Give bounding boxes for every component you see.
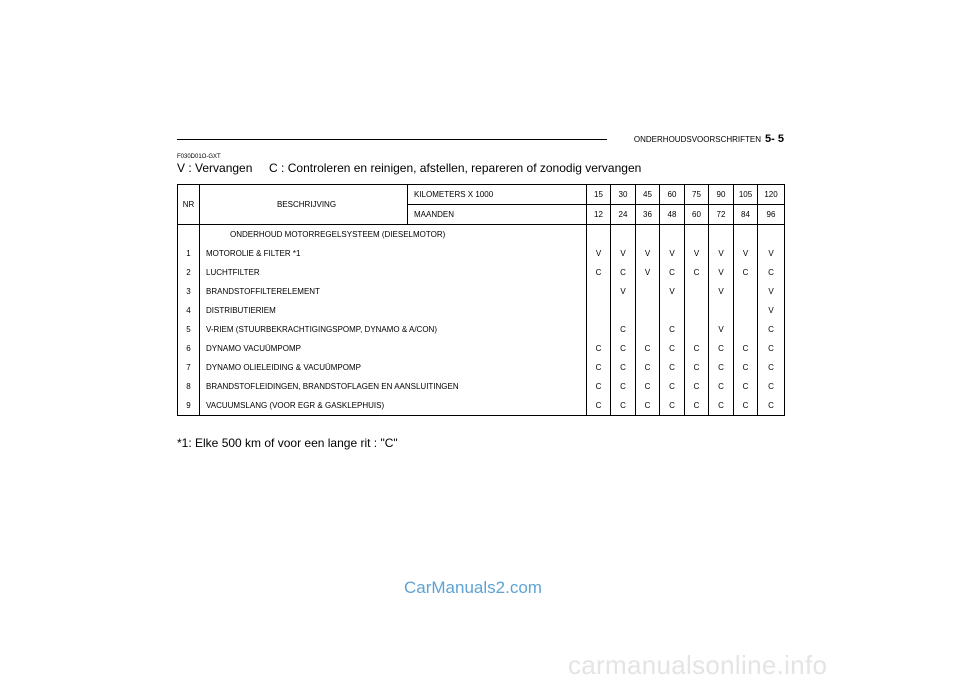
site-watermark: carmanualsonline.info — [568, 650, 828, 680]
row-number: 8 — [178, 377, 200, 396]
row-description: BRANDSTOFLEIDINGEN, BRANDSTOFLAGEN EN AANSLUITINGEN — [206, 382, 459, 391]
schedule-cell: C — [587, 377, 611, 396]
schedule-cell: V — [758, 301, 785, 320]
schedule-cell: V — [734, 244, 758, 263]
header-row-km — [178, 185, 785, 205]
km-value: 45 — [636, 185, 660, 205]
schedule-cell: V — [709, 244, 734, 263]
header-rule — [177, 139, 607, 140]
months-value: 24 — [611, 205, 636, 225]
schedule-cell: C — [660, 396, 685, 416]
section-empty-cell — [734, 225, 758, 245]
km-value: 15 — [587, 185, 611, 205]
months-value: 84 — [734, 205, 758, 225]
km-value: 30 — [611, 185, 636, 205]
schedule-cell: V — [636, 244, 660, 263]
schedule-cell: V — [758, 244, 785, 263]
schedule-cell: V — [660, 244, 685, 263]
km-value: 75 — [685, 185, 709, 205]
schedule-cell — [587, 301, 611, 320]
row-description: LUCHTFILTER — [206, 268, 260, 277]
months-value: 36 — [636, 205, 660, 225]
schedule-cell: C — [587, 339, 611, 358]
schedule-cell: C — [758, 377, 785, 396]
schedule-cell — [734, 282, 758, 301]
months-value: 96 — [758, 205, 785, 225]
schedule-cell: C — [611, 339, 636, 358]
section-empty-cell — [587, 225, 611, 245]
schedule-cell: V — [587, 244, 611, 263]
schedule-cell — [734, 301, 758, 320]
months-label: MAANDEN — [408, 205, 587, 225]
schedule-cell: V — [611, 282, 636, 301]
schedule-cell — [587, 282, 611, 301]
schedule-cell — [611, 301, 636, 320]
km-value: 105 — [734, 185, 758, 205]
schedule-cell: C — [660, 263, 685, 282]
nr-header: NR — [178, 185, 200, 225]
row-description: BRANDSTOFFILTERELEMENT — [206, 287, 320, 296]
schedule-cell — [587, 320, 611, 339]
schedule-cell: V — [709, 282, 734, 301]
schedule-cell — [636, 301, 660, 320]
schedule-cell: C — [709, 358, 734, 377]
row-number: 5 — [178, 320, 200, 339]
description-header: BESCHRIJVING — [200, 185, 408, 225]
document-code: F030D01O-GXT — [177, 154, 221, 160]
months-value: 60 — [685, 205, 709, 225]
schedule-cell: C — [734, 377, 758, 396]
watermark: CarManuals2.com — [404, 578, 542, 597]
section-empty-cell — [758, 225, 785, 245]
months-value: 72 — [709, 205, 734, 225]
table-row — [178, 244, 785, 263]
section-title: ONDERHOUDSVOORSCHRIFTEN — [633, 135, 762, 144]
row-number: 7 — [178, 358, 200, 377]
schedule-cell: C — [758, 339, 785, 358]
schedule-cell: C — [685, 263, 709, 282]
schedule-cell: C — [709, 377, 734, 396]
row-description: MOTOROLIE & FILTER *1 — [206, 249, 301, 258]
schedule-cell: V — [636, 263, 660, 282]
row-number: 3 — [178, 282, 200, 301]
schedule-cell: C — [587, 396, 611, 416]
schedule-cell: C — [611, 377, 636, 396]
schedule-cell — [685, 301, 709, 320]
table-row — [178, 320, 785, 339]
schedule-cell: V — [685, 244, 709, 263]
months-value: 48 — [660, 205, 685, 225]
schedule-cell: C — [636, 339, 660, 358]
row-description: DYNAMO OLIELEIDING & VACUÜMPOMP — [206, 363, 361, 372]
schedule-cell: C — [660, 320, 685, 339]
schedule-cell: C — [611, 358, 636, 377]
row-number: 2 — [178, 263, 200, 282]
schedule-cell — [660, 301, 685, 320]
table-row — [178, 396, 785, 416]
table-row — [178, 358, 785, 377]
row-number: 9 — [178, 396, 200, 416]
schedule-cell: C — [709, 396, 734, 416]
row-number: 4 — [178, 301, 200, 320]
section-empty-cell — [611, 225, 636, 245]
row-description: DISTRIBUTIERIEM — [206, 306, 276, 315]
schedule-cell: C — [611, 320, 636, 339]
schedule-cell: C — [660, 377, 685, 396]
schedule-cell — [734, 320, 758, 339]
schedule-cell: C — [611, 396, 636, 416]
legend: V : Vervangen C : Controleren en reinigen, afstellen, repareren of zonodig vervangen — [177, 161, 642, 175]
schedule-cell: V — [660, 282, 685, 301]
km-value: 120 — [758, 185, 785, 205]
schedule-cell: C — [587, 358, 611, 377]
section-nr-cell — [178, 225, 200, 245]
footnote: *1: Elke 500 km of voor een lange rit : "C" — [177, 436, 398, 450]
section-empty-cell — [660, 225, 685, 245]
table-row — [178, 282, 785, 301]
schedule-cell: C — [685, 396, 709, 416]
schedule-cell: V — [758, 282, 785, 301]
page-number: 5- 5 — [765, 133, 784, 145]
schedule-cell: V — [709, 320, 734, 339]
schedule-cell: C — [685, 339, 709, 358]
section-empty-cell — [709, 225, 734, 245]
schedule-cell: V — [611, 244, 636, 263]
section-empty-cell — [636, 225, 660, 245]
months-value: 12 — [587, 205, 611, 225]
schedule-cell: C — [734, 263, 758, 282]
schedule-cell: C — [734, 358, 758, 377]
row-description: DYNAMO VACUÜMPOMP — [206, 344, 301, 353]
row-number: 6 — [178, 339, 200, 358]
schedule-cell: C — [636, 396, 660, 416]
table-row — [178, 339, 785, 358]
schedule-cell: C — [734, 396, 758, 416]
row-number: 1 — [178, 244, 200, 263]
schedule-cell — [636, 320, 660, 339]
schedule-cell: C — [758, 396, 785, 416]
table-row — [178, 263, 785, 282]
row-description: V-RIEM (STUURBEKRACHTIGINGSPOMP, DYNAMO & A/CON) — [206, 325, 437, 334]
km-label: KILOMETERS X 1000 — [408, 185, 587, 205]
schedule-cell: C — [758, 320, 785, 339]
km-value: 90 — [709, 185, 734, 205]
schedule-cell: C — [758, 358, 785, 377]
section-label: ONDERHOUD MOTORREGELSYSTEEM (DIESELMOTOR) — [230, 230, 446, 239]
table-row — [178, 301, 785, 320]
schedule-cell: C — [685, 377, 709, 396]
page-header — [634, 133, 784, 145]
schedule-cell: C — [636, 377, 660, 396]
schedule-cell: C — [611, 263, 636, 282]
schedule-cell: C — [709, 339, 734, 358]
schedule-cell: C — [758, 263, 785, 282]
schedule-cell: C — [660, 339, 685, 358]
schedule-cell: C — [685, 358, 709, 377]
km-value: 60 — [660, 185, 685, 205]
row-description: VACUUMSLANG (VOOR EGR & GASKLEPHUIS) — [206, 401, 385, 410]
section-empty-cell — [685, 225, 709, 245]
maintenance-schedule-table — [177, 184, 785, 416]
schedule-cell: C — [636, 358, 660, 377]
schedule-cell — [636, 282, 660, 301]
schedule-cell — [709, 301, 734, 320]
section-row — [178, 225, 785, 245]
table-row — [178, 377, 785, 396]
schedule-cell — [685, 320, 709, 339]
schedule-cell: C — [660, 358, 685, 377]
schedule-cell: C — [587, 263, 611, 282]
schedule-cell: V — [709, 263, 734, 282]
schedule-cell — [685, 282, 709, 301]
schedule-cell: C — [734, 339, 758, 358]
